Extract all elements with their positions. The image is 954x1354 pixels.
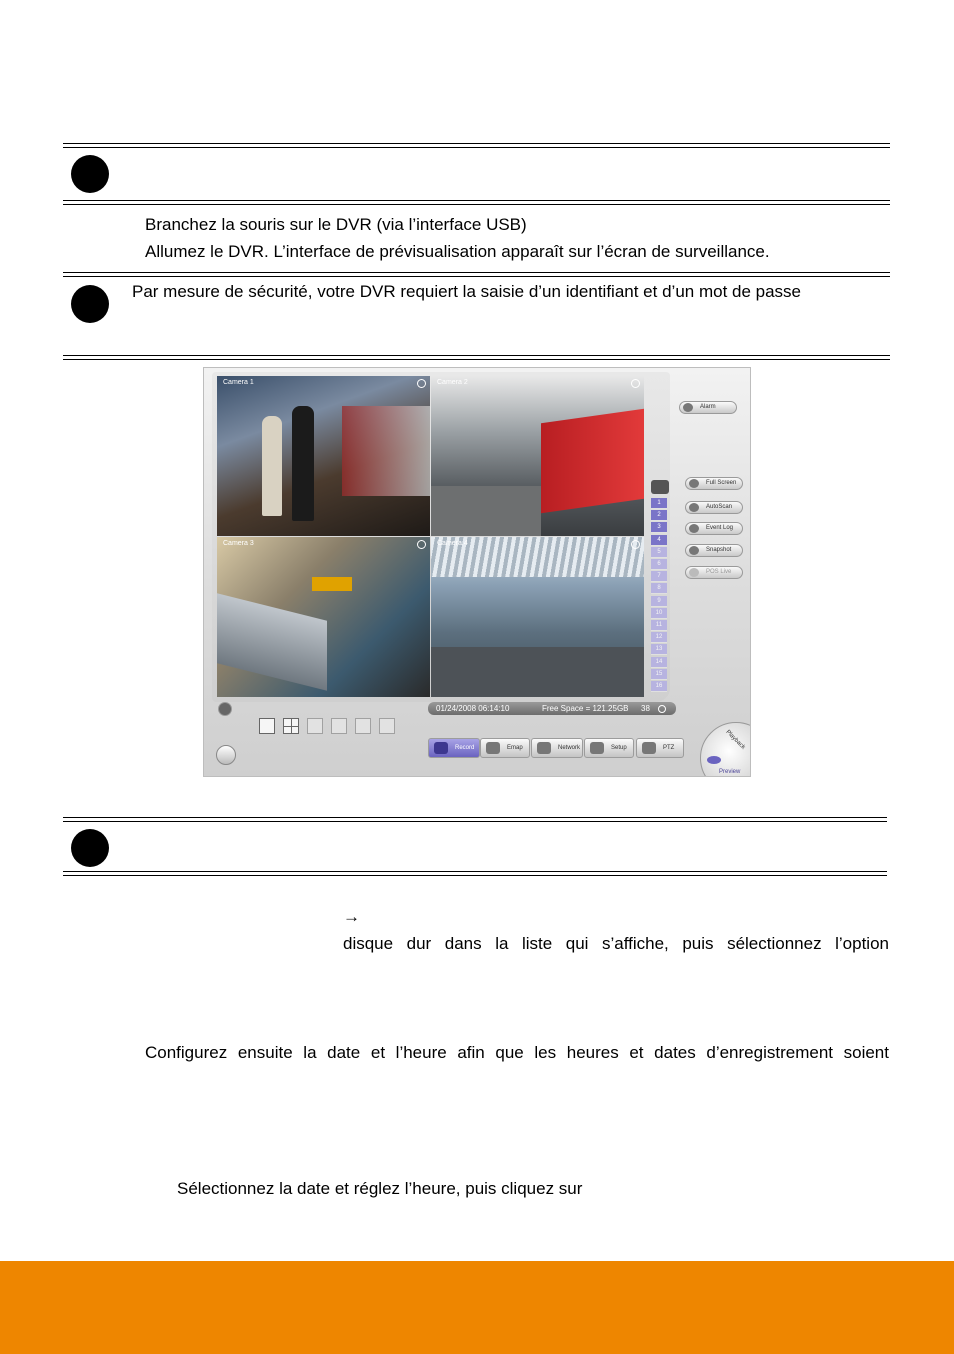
section1-bottom-rule [63,200,890,205]
playback-label[interactable]: Playback [724,729,746,751]
camera-4-record-icon [631,540,640,549]
camera-1-train [342,406,430,496]
ptz-icon [642,742,656,754]
channel-button-7[interactable]: 7 [651,571,667,582]
setup-label: Setup [611,745,627,751]
ptz-label: PTZ [663,745,675,751]
channel-button-15[interactable]: 15 [651,669,667,680]
channel-button-6[interactable]: 6 [651,559,667,570]
channel-button-9[interactable]: 9 [651,596,667,607]
channel-button-16[interactable]: 16 [651,681,667,692]
emap-label: Emap [507,745,523,751]
section2-top-rule [63,272,890,277]
alarm-button[interactable] [679,401,737,414]
pos-live-label: POS Live [706,569,732,575]
autoscan-button[interactable] [685,501,743,514]
arrow-glyph: → [343,907,360,926]
layout-1plus7-button[interactable] [379,718,395,734]
event-log-icon [689,524,699,533]
camera-3-record-icon [417,540,426,549]
snapshot-label: Snapshot [706,547,732,553]
section1-bullet [71,155,109,193]
camera-view-2[interactable] [431,376,644,536]
event-log-label: Event Log [706,525,734,531]
camera-2-label: Camera 2 [437,379,468,386]
network-button[interactable] [531,738,583,758]
section2-text: Par mesure de sécurité, votre DVR requiert la saisie d’un identifiant et d’un mot de passe [132,282,802,301]
camera-view-4[interactable] [431,537,644,697]
channel-button-4[interactable]: 4 [651,535,667,546]
channel-button-5[interactable]: 5 [651,547,667,558]
camera-2-track [431,486,541,536]
channel-button-1[interactable]: 1 [651,498,667,509]
pos-live-icon [689,568,699,577]
status-free-space: Free Space = 121.25GB [542,704,629,713]
setup-icon [590,742,604,754]
event-log-button[interactable] [685,522,743,535]
network-label: Network [558,745,581,751]
channel-button-10[interactable]: 10 [651,608,667,619]
camera-view-3[interactable] [217,537,430,697]
setup-button[interactable] [584,738,634,758]
autoscan-label: AutoScan [706,504,733,510]
section3-bullet [71,829,109,867]
layout-3x3-button[interactable] [307,718,323,734]
footer-band [0,1261,954,1354]
camera-1-record-icon [417,379,426,388]
camera-4-label: Camera 4 [437,540,468,547]
status-extra: 38 [641,704,650,713]
info-icon[interactable] [218,702,232,716]
record-icon [434,742,448,754]
power-icon[interactable] [216,745,236,765]
section1-step-1: Branchez la souris sur le DVR (via l’interface USB) [145,215,527,234]
section3-line-1: disque dur dans la liste qui s’affiche, puis sélectionnez l’option [343,934,889,953]
layout-1plus5-button[interactable] [355,718,371,734]
autoscan-icon [689,503,699,512]
layout-4x4-button[interactable] [331,718,347,734]
camera-2-record-icon [631,379,640,388]
section2-bottom-rule [63,355,890,360]
preview-eye-icon [707,756,721,764]
channel-button-8[interactable]: 8 [651,583,667,594]
status-datetime: 01/24/2008 06:14:10 [436,704,510,713]
snapshot-button[interactable] [685,544,743,557]
record-button[interactable] [428,738,480,758]
channel-button-14[interactable]: 14 [651,657,667,668]
section3-top-rule [63,817,887,822]
channel-button-2[interactable]: 2 [651,510,667,521]
camera-1-figure [292,406,314,521]
pos-live-button[interactable] [685,566,743,579]
channel-button-11[interactable]: 11 [651,620,667,631]
ptz-button[interactable] [636,738,684,758]
camera-1-figure [262,416,282,516]
channel-bar-icon [651,480,669,494]
channel-button-13[interactable]: 13 [651,644,667,655]
channel-button-12[interactable]: 12 [651,632,667,643]
emap-button[interactable] [480,738,530,758]
alarm-icon [683,403,693,412]
section1-top-rule [63,143,890,148]
section3-line-2: Configurez ensuite la date et l’heure afin que les heures et dates d’enregistrement soient [145,1043,889,1062]
section3-line-3: Sélectionnez la date et réglez l’heure, puis cliquez sur [177,1179,583,1198]
layout-2x2-button[interactable] [283,718,299,734]
emap-icon [486,742,500,754]
camera-4-floor [431,647,644,697]
snapshot-icon [689,546,699,555]
section3-bottom-rule [63,871,887,876]
full-screen-icon [689,479,699,488]
preview-label[interactable]: Preview [719,769,741,775]
camera-3-sign [312,577,352,591]
section2-bullet [71,285,109,323]
channel-button-3[interactable]: 3 [651,522,667,533]
record-label: Record [455,745,475,751]
camera-3-train [217,593,327,690]
layout-1x1-button[interactable] [259,718,275,734]
camera-view-1 [217,376,430,536]
section1-step-2: Allumez le DVR. L’interface de prévisualisation apparaît sur l’écran de surveillance. [145,242,770,261]
full-screen-button[interactable] [685,477,743,490]
camera-3-label: Camera 3 [223,540,254,547]
camera-1-label: Camera 1 [223,379,254,386]
dvr-preview-screenshot [203,367,751,777]
network-icon [537,742,551,754]
full-screen-label: Full Screen [706,480,737,486]
status-end-icon [658,705,666,713]
alarm-label: Alarm [700,404,716,410]
status-bar [428,702,676,715]
camera-2-train [541,409,644,513]
mode-dial[interactable] [700,722,751,777]
